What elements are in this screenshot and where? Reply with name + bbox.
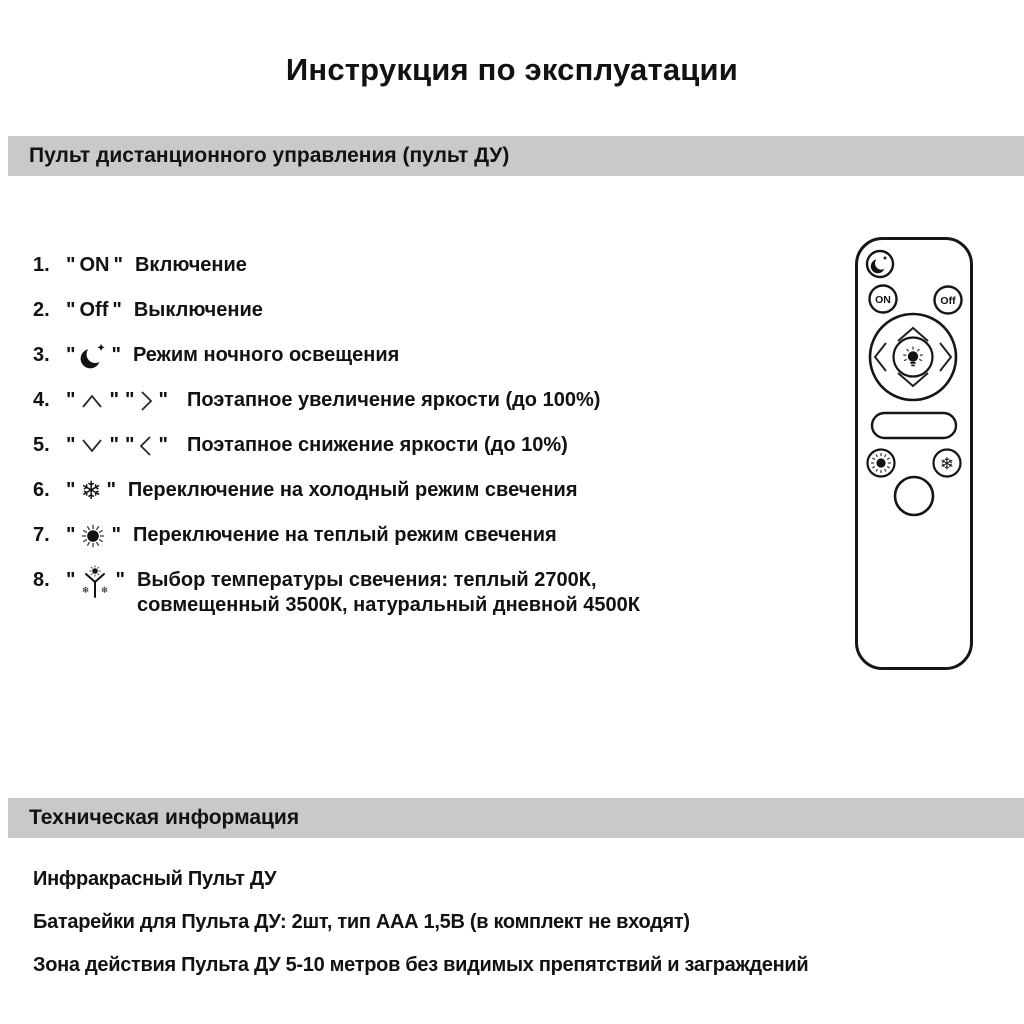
chevron-up-icon — [80, 392, 104, 410]
list-item-warm-mode — [33, 513, 813, 558]
remote-control-drawing — [855, 237, 973, 670]
section-header-remote — [8, 136, 1024, 176]
item-number: 1. — [33, 254, 50, 276]
section-header-tech-label: Техническая информация — [29, 806, 300, 829]
item-description: Включение — [134, 254, 247, 276]
item-number: 8. — [33, 569, 50, 591]
instruction-list — [33, 243, 813, 618]
section-header-tech — [8, 798, 1024, 838]
quote-mark: " — [124, 389, 135, 411]
item-number: 3. — [33, 344, 50, 366]
quote-mark: " — [109, 434, 119, 456]
off-label: Off — [79, 299, 109, 321]
item-description — [137, 568, 640, 618]
svg-text:Off: Off — [940, 295, 956, 307]
item-number: 4. — [33, 389, 50, 411]
item-description: Переключение на теплый режим свечения — [132, 524, 557, 546]
item-description: Поэтапное увеличение яркости (до 100%) — [186, 389, 601, 411]
svg-text:ON: ON — [875, 294, 891, 306]
quote-mark: " — [111, 524, 121, 546]
mini-snowflake-icon: ❄ — [101, 586, 109, 596]
item-description-line1: Выбор температуры свечения: теплый 2700К, — [136, 569, 597, 591]
chevron-down-icon — [80, 437, 104, 455]
item-description-line2: совмещенный 3500К, натуральный дневной 4500К — [136, 594, 640, 616]
item-number: 5. — [33, 434, 50, 456]
chevron-right-icon — [139, 389, 153, 413]
tech-line-range: Зона действия Пульта ДУ 5-10 метров без видимых препятствий и заграждений — [33, 954, 809, 976]
list-item-brightness-down — [33, 423, 813, 468]
item-number: 7. — [33, 524, 50, 546]
page-title: Инструкция по эксплуатации — [285, 52, 739, 87]
quote-mark: " — [111, 344, 121, 366]
item-number: 6. — [33, 479, 50, 501]
quote-mark: " — [109, 389, 119, 411]
on-label: ON — [79, 254, 110, 276]
list-item-off — [33, 288, 813, 333]
list-item-on — [33, 243, 813, 288]
tech-line-remote-type: Инфракрасный Пульт ДУ — [33, 868, 277, 890]
warm-sun-icon — [876, 458, 885, 467]
temp-select-icon — [80, 564, 110, 600]
list-item-brightness-up — [33, 378, 813, 423]
mini-snowflake-icon: ❄ — [82, 586, 90, 596]
quote-mark: " — [66, 254, 76, 276]
quote-mark: " — [66, 434, 76, 456]
item-description: Поэтапное снижение яркости (до 10%) — [186, 434, 568, 456]
quote-mark: " — [124, 434, 135, 456]
quote-mark: " — [113, 254, 123, 276]
tech-info — [33, 858, 1013, 987]
quote-mark: " — [158, 434, 168, 456]
quote-mark: " — [66, 479, 76, 501]
snowflake-icon: ❄ — [80, 476, 102, 505]
list-item-cold-mode — [33, 468, 813, 513]
moon-icon — [80, 342, 106, 370]
quote-mark: " — [106, 479, 116, 501]
quote-mark: " — [158, 389, 168, 411]
list-item-night-mode — [33, 333, 813, 378]
warm-mode-button — [868, 450, 895, 477]
section-header-remote-label: Пульт дистанционного управления (пульт ДУ) — [29, 144, 510, 167]
quote-mark: " — [66, 389, 76, 411]
tech-line-batteries: Батарейки для Пульта ДУ: 2шт, тип ААА 1,5В (в комплект не входят) — [33, 911, 690, 933]
list-item-temp-select — [33, 558, 813, 618]
snowflake-icon: ❄ — [939, 454, 955, 475]
quote-mark: " — [66, 344, 76, 366]
quote-mark: " — [66, 524, 76, 546]
quote-mark: " — [66, 569, 76, 591]
item-description: Режим ночного освещения — [132, 344, 400, 366]
quote-mark: " — [66, 299, 76, 321]
item-number: 2. — [33, 299, 50, 321]
item-description: Выключение — [133, 299, 263, 321]
quote-mark: " — [112, 299, 122, 321]
warm-sun-icon — [80, 523, 106, 549]
quote-mark: " — [115, 569, 125, 591]
item-description: Переключение на холодный режим свечения — [127, 479, 578, 501]
chevron-left-icon — [139, 434, 153, 458]
